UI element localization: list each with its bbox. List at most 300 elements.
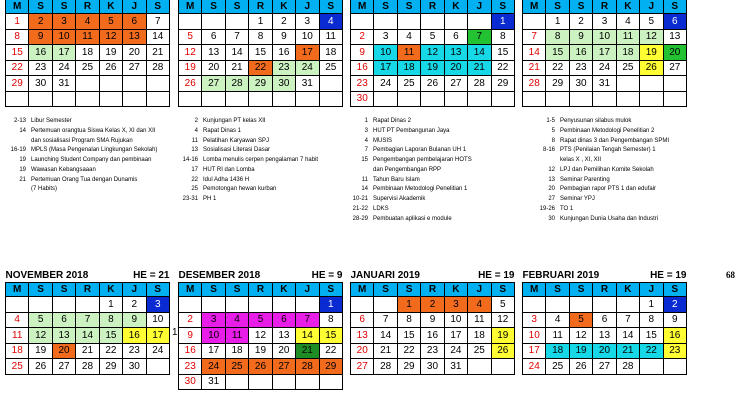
week-row (351, 91, 515, 107)
week-row (6, 312, 170, 328)
week-row (179, 328, 343, 344)
note-text: HUT RI dan Lomba (203, 166, 255, 173)
day-cell: 22 (6, 60, 29, 76)
day-cell: 9 (123, 312, 146, 328)
day-cell: 19 (179, 60, 202, 76)
day-cell: 12 (421, 45, 444, 61)
day-cell: 10 (52, 29, 75, 45)
day-cell: 3 (593, 14, 616, 30)
week-row (6, 343, 170, 359)
day-cell: 7 (374, 312, 397, 328)
weekday-header: S (146, 0, 169, 14)
note-item (529, 146, 669, 156)
day-cell: 10 (202, 328, 225, 344)
day-cell (225, 374, 248, 390)
day-cell: 18 (546, 343, 569, 359)
day-cell: 15 (99, 328, 122, 344)
note-text: Launching Student Company dan pembinaan (31, 157, 152, 163)
weekday-header: S (546, 283, 569, 297)
weekday-header-row (351, 0, 515, 14)
note-date: 8-16 (542, 147, 555, 154)
note-item (0, 137, 157, 147)
note-item (172, 137, 318, 147)
weekday-header: S (569, 283, 592, 297)
weekday-header: J (296, 283, 319, 297)
day-cell: 13 (663, 29, 686, 45)
day-cell (351, 297, 374, 313)
day-cell: 13 (202, 45, 225, 61)
weekday-header-row (523, 283, 687, 297)
weekday-header: S (29, 0, 52, 14)
week-row (179, 76, 343, 92)
day-cell (421, 14, 444, 30)
day-cell: 20 (593, 343, 616, 359)
day-cell (593, 91, 616, 107)
day-cell: 8 (640, 312, 663, 328)
weekday-header: S (374, 0, 397, 14)
day-cell: 11 (225, 328, 248, 344)
note-date (0, 137, 31, 147)
note-item (529, 195, 669, 205)
day-cell (374, 297, 397, 313)
day-cell (296, 374, 319, 390)
day-cell: 22 (249, 60, 272, 76)
weekday-header: M (351, 283, 374, 297)
note-date: 12 (548, 166, 555, 173)
day-cell: 28 (296, 359, 319, 375)
day-cell: 23 (421, 343, 444, 359)
day-cell: 25 (616, 60, 639, 76)
day-cell: 2 (421, 297, 444, 313)
note-item (529, 117, 669, 127)
weekday-header: M (523, 0, 546, 14)
day-cell: 26 (29, 359, 52, 375)
note-item (172, 185, 318, 195)
day-cell: 20 (52, 343, 75, 359)
day-cell (491, 359, 514, 375)
note-text: Rapat dinas 3 dan Pengembangan SPMI (560, 137, 670, 144)
weekday-header-row (6, 0, 170, 14)
day-cell (663, 76, 686, 92)
week-row (523, 328, 687, 344)
note-text: kelas X , XI, XII (560, 157, 602, 163)
day-cell: 1 (249, 14, 272, 30)
note-item (342, 176, 472, 186)
day-cell: 15 (6, 45, 29, 61)
day-cell: 1 (99, 297, 122, 313)
day-cell: 11 (546, 328, 569, 344)
note-date: 4 (364, 137, 368, 144)
weekday-header: J (640, 0, 663, 14)
day-cell: 19 (640, 45, 663, 61)
note-item (529, 127, 669, 137)
note-date: 11 (361, 176, 368, 183)
day-cell (272, 91, 295, 107)
day-cell: 11 (397, 45, 420, 61)
day-cell: 4 (319, 14, 342, 30)
note-date: 20 (548, 186, 555, 193)
day-cell (29, 91, 52, 107)
day-cell (444, 14, 467, 30)
day-cell (546, 297, 569, 313)
month-title-row (523, 269, 687, 283)
day-cell (616, 76, 639, 92)
day-cell: 13 (52, 328, 75, 344)
day-cell (179, 91, 202, 107)
note-item (342, 127, 472, 137)
calendar-november-2018 (5, 269, 170, 375)
note-date (529, 156, 560, 166)
day-cell: 29 (491, 76, 514, 92)
note-date: 22 (191, 176, 198, 183)
day-cell: 21 (468, 60, 491, 76)
day-cell: 2 (272, 14, 295, 30)
note-text: Pertemuan orangtua Siswa Kelas X, XI dan XII (31, 127, 156, 134)
week-row (6, 45, 170, 61)
note-item (529, 185, 669, 195)
note-text: dan sosialisasi Program SMA Rujukan (31, 137, 133, 144)
note-date: 7 (364, 147, 368, 154)
week-row (6, 328, 170, 344)
note-date: 15 (361, 157, 368, 163)
week-row (523, 91, 687, 107)
day-cell: 27 (663, 60, 686, 76)
day-cell: 29 (99, 359, 122, 375)
day-cell (225, 91, 248, 107)
day-cell: 24 (444, 343, 467, 359)
day-cell: 15 (491, 45, 514, 61)
day-cell: 29 (6, 76, 29, 92)
day-cell: 12 (491, 312, 514, 328)
day-cell: 31 (444, 359, 467, 375)
page-number: 68 (726, 270, 735, 280)
weekday-header: S (397, 283, 420, 297)
weekday-header-row (351, 283, 515, 297)
day-cell: 19 (99, 45, 122, 61)
day-cell: 30 (123, 359, 146, 375)
day-cell: 15 (640, 328, 663, 344)
day-cell: 6 (272, 312, 295, 328)
day-cell: 28 (616, 359, 639, 375)
day-cell: 3 (296, 14, 319, 30)
note-text: (7 Habits) (31, 186, 58, 193)
note-text: Pembinaan Metodologi Penelitian 1 (373, 186, 468, 193)
day-cell: 20 (444, 60, 467, 76)
day-cell: 21 (523, 60, 546, 76)
note-date: 14 (361, 186, 368, 193)
week-row (523, 76, 687, 92)
day-cell: 5 (179, 29, 202, 45)
day-cell: 5 (29, 312, 52, 328)
day-cell: 5 (491, 297, 514, 313)
day-cell: 5 (421, 29, 444, 45)
day-cell: 25 (6, 359, 29, 375)
day-cell (491, 91, 514, 107)
day-cell: 1 (491, 14, 514, 30)
weekday-header: S (202, 283, 225, 297)
notes-october (529, 117, 669, 224)
day-cell: 13 (444, 45, 467, 61)
week-row (351, 45, 515, 61)
weekday-header: S (319, 283, 342, 297)
note-item (172, 166, 318, 176)
day-cell (146, 91, 169, 107)
weekday-header: J (640, 283, 663, 297)
day-cell: 24 (146, 343, 169, 359)
week-row (179, 14, 343, 30)
day-cell: 22 (546, 60, 569, 76)
week-row (523, 45, 687, 61)
note-date (0, 185, 31, 195)
day-cell (296, 297, 319, 313)
weekday-header: K (272, 0, 295, 14)
day-cell: 7 (76, 312, 99, 328)
day-cell: 12 (99, 29, 122, 45)
day-cell: 2 (179, 312, 202, 328)
note-text: Kunjungan Dunia Usaha dan Industri (560, 215, 659, 222)
day-cell: 28 (146, 60, 169, 76)
note-text: Pembagian Laporan Bulanan UH 1 (373, 147, 467, 154)
weekday-header: S (491, 283, 514, 297)
weekday-header: M (6, 283, 29, 297)
day-cell: 16 (421, 328, 444, 344)
week-row (351, 359, 515, 375)
notes-july (0, 117, 157, 195)
day-cell: 21 (225, 60, 248, 76)
notes-september (342, 117, 472, 224)
working-days-count: HE = 19 (650, 270, 687, 281)
day-cell: 17 (523, 343, 546, 359)
day-cell: 12 (249, 328, 272, 344)
day-cell: 18 (616, 45, 639, 61)
note-item (172, 127, 318, 137)
working-days-count: HE = 19 (478, 270, 515, 281)
day-cell: 20 (663, 45, 686, 61)
day-cell: 14 (225, 45, 248, 61)
weekday-header: K (272, 283, 295, 297)
day-cell (421, 91, 444, 107)
note-text: Pembuatan aplikasi e module (373, 215, 452, 222)
note-date: 1 (364, 118, 368, 124)
note-text: Sosialisasi Literasi Dasar (203, 147, 271, 154)
day-cell: 9 (421, 312, 444, 328)
day-cell (225, 297, 248, 313)
day-cell: 26 (99, 60, 122, 76)
day-cell: 15 (546, 45, 569, 61)
month-title: JANUARI 2019 (350, 270, 420, 281)
note-item (342, 146, 472, 156)
day-cell: 17 (374, 60, 397, 76)
day-cell: 26 (569, 359, 592, 375)
note-date: 28-29 (352, 215, 368, 222)
weekday-header: K (616, 0, 639, 14)
day-cell: 6 (593, 312, 616, 328)
day-cell (319, 374, 342, 390)
day-cell (202, 14, 225, 30)
note-date: 25 (191, 186, 198, 193)
note-text: Seminar Parenting (560, 176, 610, 183)
weekday-header-row (6, 283, 170, 297)
note-text: MUSIS (373, 137, 393, 144)
day-cell: 16 (569, 45, 592, 61)
day-cell: 24 (296, 60, 319, 76)
weekday-header: M (6, 0, 29, 14)
note-text: Wawasan Kebangsaaan (31, 166, 96, 173)
day-cell: 21 (296, 343, 319, 359)
day-cell: 20 (123, 45, 146, 61)
week-row (179, 312, 343, 328)
day-cell (123, 76, 146, 92)
day-cell: 24 (202, 359, 225, 375)
weekday-header-row (179, 283, 343, 297)
day-cell: 17 (593, 45, 616, 61)
day-cell: 30 (569, 76, 592, 92)
weekday-header: R (593, 0, 616, 14)
day-cell: 19 (569, 343, 592, 359)
weekday-header: K (444, 0, 467, 14)
day-cell (468, 91, 491, 107)
weekday-header: S (202, 0, 225, 14)
day-cell: 10 (523, 328, 546, 344)
weekday-header: R (76, 0, 99, 14)
day-cell (29, 297, 52, 313)
weekday-header: S (29, 283, 52, 297)
note-text: TO 1 (560, 205, 574, 212)
day-cell: 3 (146, 297, 169, 313)
note-text: Seminar YPJ (560, 196, 595, 202)
weekday-header: S (225, 0, 248, 14)
day-cell (616, 297, 639, 313)
day-cell: 6 (444, 29, 467, 45)
day-cell: 28 (225, 76, 248, 92)
weekday-header: M (179, 0, 202, 14)
day-cell: 11 (6, 328, 29, 344)
note-item (172, 176, 318, 186)
day-cell (444, 91, 467, 107)
day-cell: 1 (6, 14, 29, 30)
day-cell: 19 (491, 328, 514, 344)
week-row (179, 60, 343, 76)
week-row (523, 343, 687, 359)
day-cell: 7 (468, 29, 491, 45)
day-cell: 1 (640, 297, 663, 313)
week-row (179, 45, 343, 61)
week-row (351, 343, 515, 359)
stray-mark: 1 (172, 327, 178, 338)
day-cell: 13 (123, 29, 146, 45)
day-cell: 12 (29, 328, 52, 344)
week-row (6, 60, 170, 76)
day-cell (523, 297, 546, 313)
day-cell: 24 (523, 359, 546, 375)
day-cell: 28 (468, 76, 491, 92)
note-text: Tahun Baru Islam (373, 176, 420, 183)
day-cell: 29 (397, 359, 420, 375)
day-cell: 31 (52, 76, 75, 92)
day-cell: 8 (546, 29, 569, 45)
day-cell: 20 (351, 343, 374, 359)
note-date (342, 166, 373, 176)
weekday-header: S (546, 0, 569, 14)
day-cell (202, 91, 225, 107)
note-text: dan Pengembangan RPP (373, 166, 442, 173)
day-cell (6, 297, 29, 313)
day-cell: 9 (663, 312, 686, 328)
day-cell: 22 (99, 343, 122, 359)
day-cell: 17 (52, 45, 75, 61)
day-cell (374, 14, 397, 30)
day-cell (249, 91, 272, 107)
day-cell: 4 (616, 14, 639, 30)
day-cell: 26 (640, 60, 663, 76)
note-date: 21-22 (352, 205, 368, 212)
note-text: Kunjungan PT kelas XII (203, 118, 266, 124)
day-cell: 2 (123, 297, 146, 313)
note-item (342, 166, 472, 176)
day-cell (640, 91, 663, 107)
note-text: Supervisi Akademik (373, 196, 426, 202)
day-cell: 24 (374, 76, 397, 92)
week-row (523, 60, 687, 76)
month-title-row (179, 269, 343, 283)
note-text: Lomba menulis cerpen pengalaman 7 habit (203, 157, 319, 163)
day-cell: 22 (397, 343, 420, 359)
day-cell: 13 (272, 328, 295, 344)
weekday-header: M (351, 0, 374, 14)
day-cell (146, 359, 169, 375)
day-cell: 2 (29, 14, 52, 30)
weekday-header: S (663, 283, 686, 297)
week-row (351, 297, 515, 313)
note-item (172, 146, 318, 156)
weekday-header-row (523, 0, 687, 14)
week-row (6, 297, 170, 313)
week-row (6, 359, 170, 375)
day-cell: 9 (569, 29, 592, 45)
day-cell: 16 (351, 60, 374, 76)
note-item (342, 185, 472, 195)
day-cell: 6 (52, 312, 75, 328)
day-cell: 9 (179, 328, 202, 344)
week-row (179, 359, 343, 375)
weekday-header: S (52, 283, 75, 297)
day-cell: 8 (6, 29, 29, 45)
note-date: 5 (551, 127, 555, 134)
day-cell: 26 (491, 343, 514, 359)
day-cell: 23 (272, 60, 295, 76)
day-cell: 4 (397, 29, 420, 45)
note-date: 27 (548, 196, 555, 202)
day-cell: 10 (374, 45, 397, 61)
day-cell: 6 (202, 29, 225, 45)
weekday-header: S (146, 283, 169, 297)
day-cell: 25 (397, 76, 420, 92)
note-item (0, 117, 157, 127)
note-date: 8 (551, 137, 555, 144)
day-cell (663, 91, 686, 107)
day-cell (123, 91, 146, 107)
day-cell: 17 (444, 328, 467, 344)
day-cell: 26 (249, 359, 272, 375)
day-cell: 22 (319, 343, 342, 359)
week-row (179, 374, 343, 390)
day-cell: 14 (76, 328, 99, 344)
week-row (523, 14, 687, 30)
day-cell (593, 297, 616, 313)
day-cell: 23 (569, 60, 592, 76)
weekday-header: S (397, 0, 420, 14)
day-cell (6, 91, 29, 107)
